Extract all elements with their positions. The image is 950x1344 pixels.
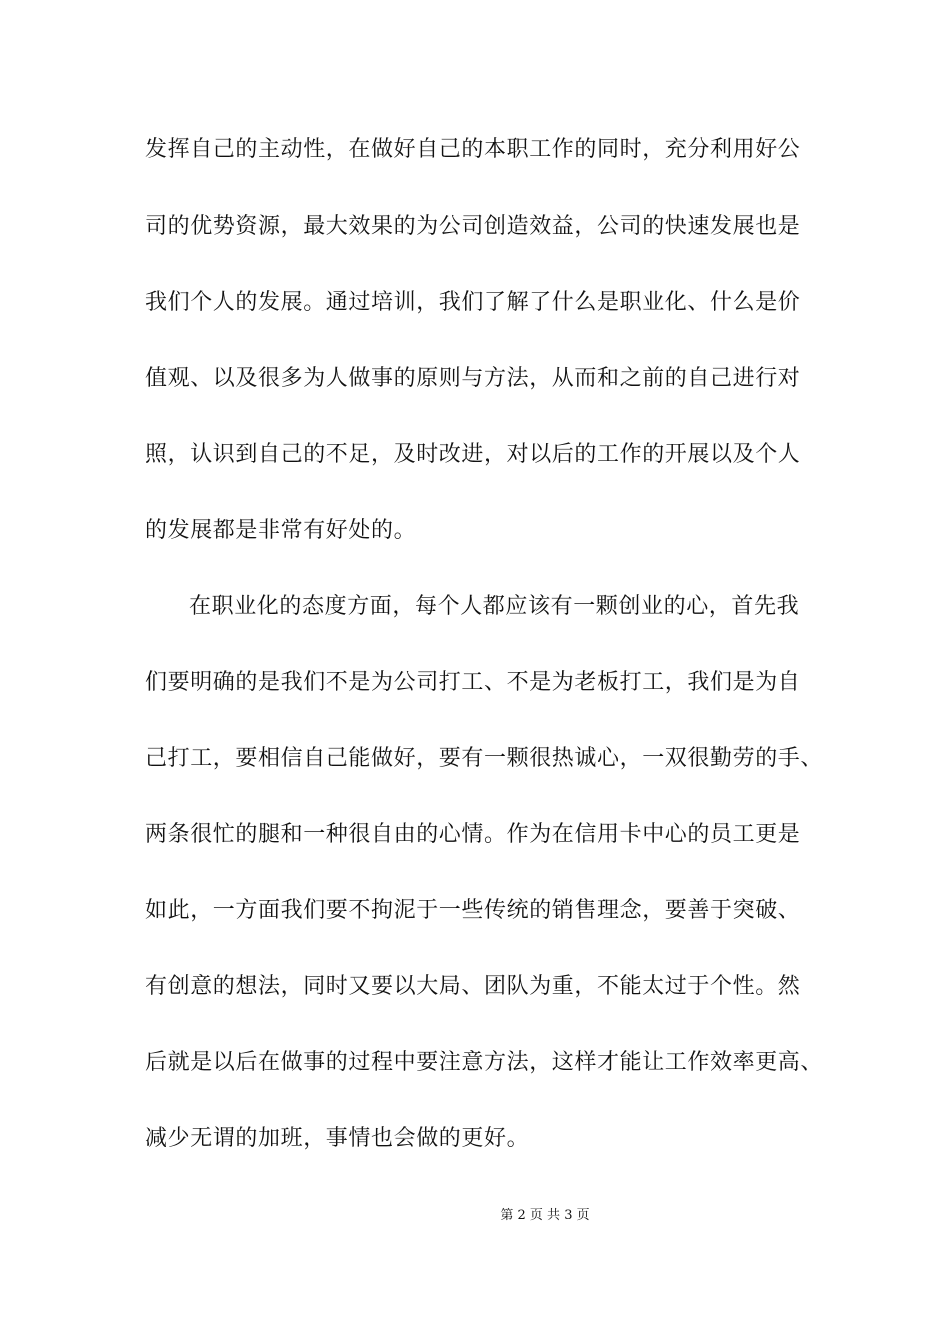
text-line: 我们个人的发展。通过培训，我们了解了什么是职业化、什么是价 [145,290,801,315]
text-line: 照，认识到自己的不足，及时改进，对以后的工作的开展以及个人 [145,442,801,467]
paragraph-first-line: 在职业化的态度方面，每个人都应该有一颗创业的心，首先我 [189,594,800,619]
text-line: 发挥自己的主动性，在做好自己的本职工作的同时，充分利用好公 [145,137,801,162]
text-line: 有创意的想法，同时又要以大局、团队为重，不能太过于个性。然 [145,974,801,999]
text-line: 后就是以后在做事的过程中要注意方法，这样才能让工作效率更高、 [145,1050,824,1075]
text-line: 己打工，要相信自己能做好，要有一颗很热诚心，一双很勤劳的手、 [145,746,824,771]
text-line: 减少无谓的加班，事情也会做的更好。 [145,1126,530,1151]
text-line: 如此，一方面我们要不拘泥于一些传统的销售理念，要善于突破、 [145,898,801,923]
text-line: 的发展都是非常有好处的。 [145,518,417,543]
text-line: 值观、以及很多为人做事的原则与方法，从而和之前的自己进行对 [145,366,801,391]
text-line: 两条很忙的腿和一种很自由的心情。作为在信用卡中心的员工更是 [145,822,801,847]
text-line: 们要明确的是我们不是为公司打工、不是为老板打工，我们是为自 [145,670,801,695]
page-number-footer: 第 2 页 共 3 页 [500,1208,590,1223]
text-line: 司的优势资源，最大效果的为公司创造效益，公司的快速发展也是 [145,214,801,239]
